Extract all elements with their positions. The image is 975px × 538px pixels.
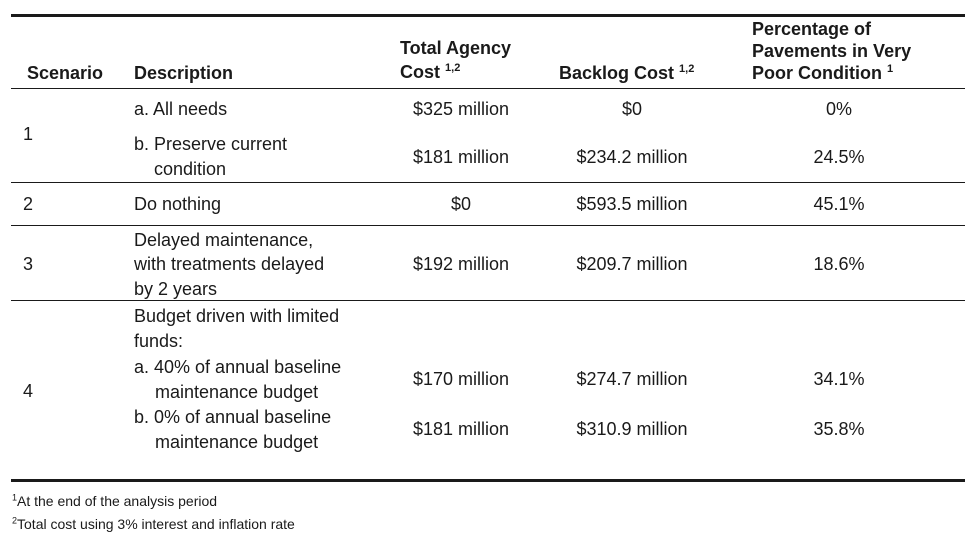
row-divider <box>11 225 965 226</box>
cell-backlog-cost: $593.5 million <box>576 194 688 214</box>
scenario-number: 4 <box>23 381 34 401</box>
row-description-cont: with treatments delayed <box>134 254 325 274</box>
row-description: a. All needs <box>134 99 228 119</box>
row-description: Do nothing <box>134 194 222 214</box>
header-total-agency-cost-line2: Cost $^{1,2}$ <box>400 62 461 82</box>
row-description-cont: maintenance budget <box>155 382 319 402</box>
cell-total-agency-cost: $181 million <box>412 419 510 439</box>
header-pct-line2: Pavements in Very <box>752 41 912 61</box>
header-description: Description <box>134 63 234 83</box>
row-description-cont: by 2 years <box>134 279 218 299</box>
header-scenario: Scenario <box>27 63 104 83</box>
row-description: Budget driven with limited <box>134 306 340 326</box>
cell-total-agency-cost: $0 <box>450 194 472 214</box>
cell-percentage: 35.8% <box>813 419 865 439</box>
scenario-number: 1 <box>23 124 34 144</box>
header-pct-line1: Percentage of <box>752 19 872 39</box>
cell-backlog-cost: $234.2 million <box>576 147 688 167</box>
row-description: Delayed maintenance, <box>134 230 314 250</box>
footnote-2: $^2$Total cost using 3% interest and inflation rate <box>12 515 295 532</box>
cell-percentage: 18.6% <box>813 254 865 274</box>
row-divider <box>11 182 965 183</box>
header-rule <box>11 88 965 89</box>
cell-percentage: 34.1% <box>813 369 865 389</box>
cell-percentage: 24.5% <box>813 147 865 167</box>
cell-percentage: 0% <box>825 99 853 119</box>
cell-percentage: 45.1% <box>813 194 865 214</box>
footnote-ref: 1 <box>887 63 894 75</box>
footnote-ref: 1,2 <box>445 62 461 74</box>
row-description: a. 40% of annual baseline <box>134 357 342 377</box>
cell-backlog-cost: $0 <box>621 99 643 119</box>
scenario-number: 2 <box>23 194 34 214</box>
row-description-cont: condition <box>154 159 227 179</box>
cell-backlog-cost: $209.7 million <box>576 254 688 274</box>
bottom-rule <box>11 479 965 482</box>
footnote-ref: 1,2 <box>679 63 695 75</box>
row-description-cont: maintenance budget <box>155 432 319 452</box>
cell-total-agency-cost: $192 million <box>412 254 510 274</box>
header-backlog-cost: Backlog Cost $^{1,2}$ <box>559 63 695 83</box>
header-pct-line3: Poor Condition $^1$ <box>752 63 894 83</box>
cell-total-agency-cost: $181 million <box>412 147 510 167</box>
row-description: b. Preserve current <box>134 134 288 154</box>
row-description-cont: funds: <box>134 331 184 351</box>
footnote-1: $^1$At the end of the analysis period <box>12 492 218 509</box>
cell-total-agency-cost: $325 million <box>412 99 510 119</box>
cell-total-agency-cost: $170 million <box>412 369 510 389</box>
row-description: b. 0% of annual baseline <box>134 407 332 427</box>
cell-backlog-cost: $274.7 million <box>576 369 688 389</box>
cell-backlog-cost: $310.9 million <box>576 419 688 439</box>
header-total-agency-cost: Total Agency <box>400 38 512 58</box>
scenario-number: 3 <box>23 254 34 274</box>
